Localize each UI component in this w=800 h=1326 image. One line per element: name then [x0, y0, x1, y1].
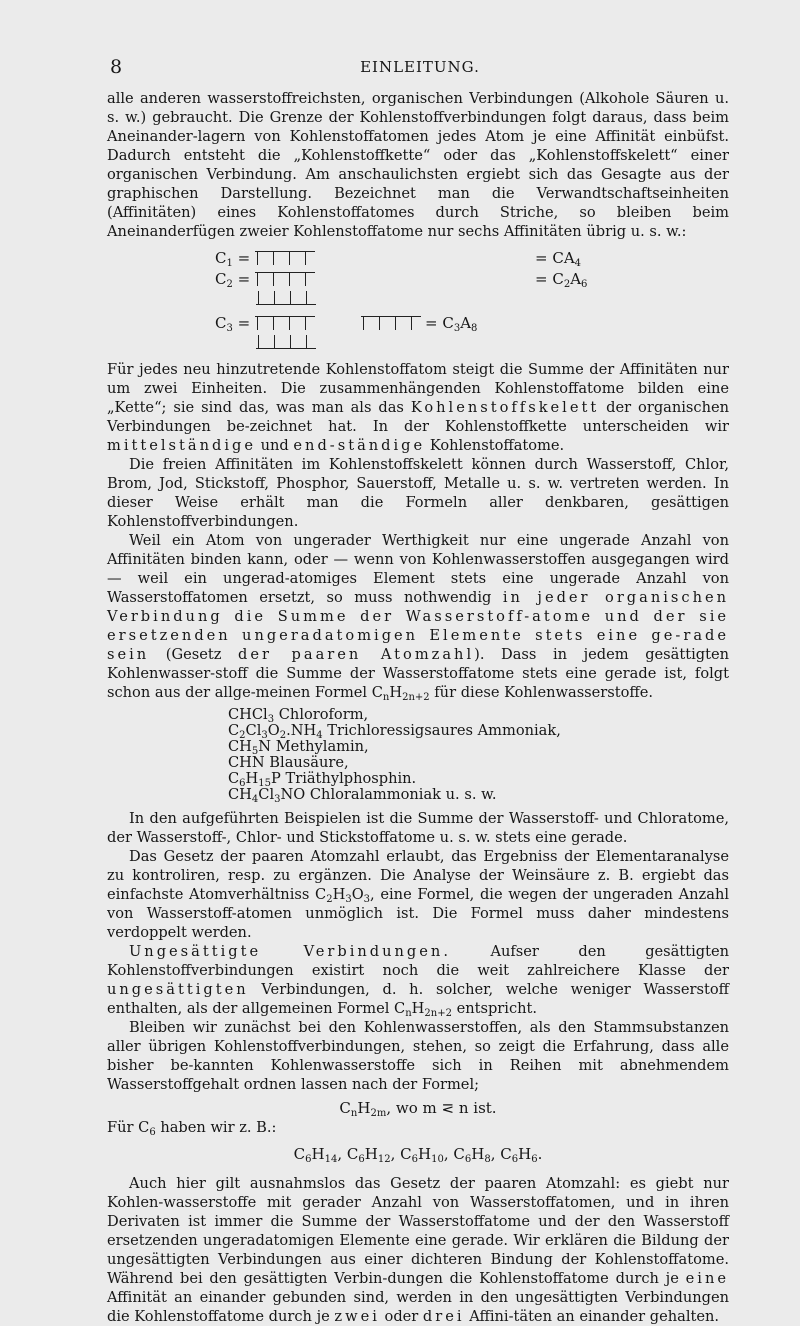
page-header — [110, 56, 730, 80]
list-item: $CH_5N$ Methylamin, — [228, 738, 369, 757]
example-formula-list — [107, 707, 729, 803]
list-item: CHCl$_3$ Chloroform, — [228, 706, 369, 725]
formula-c1: $C_1$ = = $CA_4$ — [215, 249, 582, 269]
paragraph-2: Für jedes neu hinzutretende Kohlenstoffatom steigt die Summe der Affinitäten nur um zwei Einheiten. Die zusammenhängenden Kohlenstoffatome bilden eine „Kette“; sie sind das, was man als das Kohlenstoffskelett der organischen Verbindungen be-zeichnet hat. In der Kohlenstoffkette unterscheiden wir mittelständige und end-ständige Kohlenstoffatome. — [107, 361, 730, 454]
formula-general: $C_nH_{2m}$, wo m ⋜ n ist. — [339, 1099, 497, 1119]
page-body — [107, 89, 729, 1326]
formula-c3: $C_3$ = = $C_3A_8$ — [107, 314, 729, 352]
carbon-chain-formula — [107, 249, 729, 352]
formula-item: $C_6H_6$. — [500, 1145, 543, 1165]
list-item: CHN Blausäure, — [228, 754, 349, 771]
affinity-bars-icon — [255, 272, 315, 286]
paragraph-8: Bleiben wir zunächst bei den Kohlenwasserstoffen, als den Stammsubstanzen aller übrigen Kohlenstoffverbindungen, stehen, so zeigt die Erfahrung, dass alle bisher be-kannten Kohlenwasserstoffe sich in Reihen mit abnehmendem Wasserstoffgehalt ordnen lassen nach der Formel; — [107, 1019, 729, 1093]
list-item: $C_2Cl_3O_2.NH_4$ Trichloressigsaures Ammoniak, — [228, 722, 561, 741]
running-title: EINLEITUNG. — [360, 58, 480, 76]
list-item: $C_6H_{15}P$ Triäthylphosphin. — [228, 770, 417, 789]
affinity-bars-icon — [256, 335, 316, 349]
formula-c6-series — [107, 1145, 729, 1164]
affinity-bars-icon — [361, 316, 421, 330]
paragraph-7: Ungesättigte Verbindungen. Aufser den gesättigten Kohlenstoffverbindungen existirt noch die weit zahlreichere Klasse der ungesättigten Verbindungen, d. h. solcher, welche weniger Wasserstoff enthalten, als der allgemeinen Formel $C_nH_{2n+2}$ entspricht. — [107, 943, 730, 1019]
affinity-bars-icon — [255, 251, 315, 265]
formula-item: $C_6H_{14}$, — [293, 1145, 343, 1165]
paragraph-3: Die freien Affinitäten im Kohlenstoffskelett können durch Wasserstoff, Chlor, Brom, Jod, Stickstoff, Phosphor, Sauerstoff, Metalle u. s. w. vertreten werden. In dieser Weise erhält man die Formeln aller denkbaren, gesättigen Kohlenstoffverbindungen. — [107, 456, 729, 530]
list-item: $CH_4Cl_3NO$ Chloralammoniak u. s. w. — [228, 786, 497, 805]
paragraph-1: alle anderen wasserstoffreichsten, organischen Verbindungen (Alkohole Säuren u. s. w.) gebraucht. Die Grenze der Kohlenstoffverbindungen folgt daraus, dass beim Aneinander-lagern von Kohlenstoffatomen jedes Atom je eine Affinität einbüfst. Dadurch entsteht die „Kohlenstoffkette“ oder das „Kohlenstoffskelett“ einer organischen Verbindung. Am anschaulichsten ergiebt sich das Gesagte aus der graphischen Darstellung. Bezeichnet man die Verwandtschaftseinheiten (Affinitäten) eines Kohlenstoffatomes durch Striche, so bleiben beim Aneinanderfügen zweier Kohlenstoffatome nur sechs Affinitäten übrig u. s. w.: — [107, 90, 729, 240]
paragraph-9: Für $C_6$ haben wir z. B.: — [107, 1119, 277, 1138]
paragraph-4: Weil ein Atom von ungerader Werthigkeit nur eine ungerade Anzahl von Affinitäten binden kann, oder — wenn von Kohlenwasserstoffen ausgegangen wird — weil ein ungerad-atomiges Element stets eine ungerade Anzahl von Wasserstoffatomen ersetzt, so muss nothwendig in jeder organischen Verbindung die Summe der Wasserstoff-atome und der sie ersetzenden ungeradatomigen Elemente stets eine ge-rade sein (Gesetz der paaren Atomzahl). Dass in jedem gesättigten Kohlenwasser-stoff die Summe der Wasserstoffatome stets eine gerade ist, folgt schon aus der allge-meinen Formel $C_nH_{2n+2}$ für diese Kohlenwasserstoffe. — [107, 532, 729, 703]
paragraph-6: Das Gesetz der paaren Atomzahl erlaubt, das Ergebniss der Elementaranalyse zu kontroliren, resp. zu ergänzen. Die Analyse der Weinsäure z. B. ergiebt das einfachste Atomverhältniss $C_2H_3O_3$, eine Formel, die wegen der ungeraden Anzahl von Wasserstoff-atomen unmöglich ist. Die Formel muss daher mindestens verdoppelt werden. — [107, 848, 730, 941]
paragraph-5: In den aufgeführten Beispielen ist die Summe der Wasserstoff- und Chloratome, der Wasserstoff-, Chlor- und Stickstoffatome u. s. w. stets eine gerade. — [107, 810, 729, 846]
formula-c2: $C_2$ = = $C_2A_6$ — [107, 270, 729, 308]
page-number: 8 — [110, 56, 123, 78]
formula-item: $C_6H_{12}$, — [346, 1145, 396, 1165]
formula-item: $C_6H_{10}$, — [400, 1145, 449, 1165]
affinity-bars-icon — [255, 316, 315, 330]
affinity-bars-icon — [256, 291, 316, 305]
formula-item: $C_6H_8$, — [453, 1145, 496, 1165]
paragraph-10: Auch hier gilt ausnahmslos das Gesetz der paaren Atomzahl: es giebt nur Kohlen-wasserstoffe mit gerader Anzahl von Wasserstoffatomen, und in ihren Derivaten ist immer die Summe der Wasserstoffatome und der den Wasserstoff ersetzenden ungeradatomigen Elemente eine gerade. Wir erklären die Bildung der ungesättigten Verbindungen aus einer dichteren Bindung der Kohlenstoffatome. Während bei den gesättigten Verbin-dungen die Kohlenstoffatome durch je eine Affinität an einander gebunden sind, werden in den ungesättigten Verbindungen die Kohlenstoffatome durch je zwei oder drei Affini-täten an einander gehalten. — [107, 1175, 729, 1325]
